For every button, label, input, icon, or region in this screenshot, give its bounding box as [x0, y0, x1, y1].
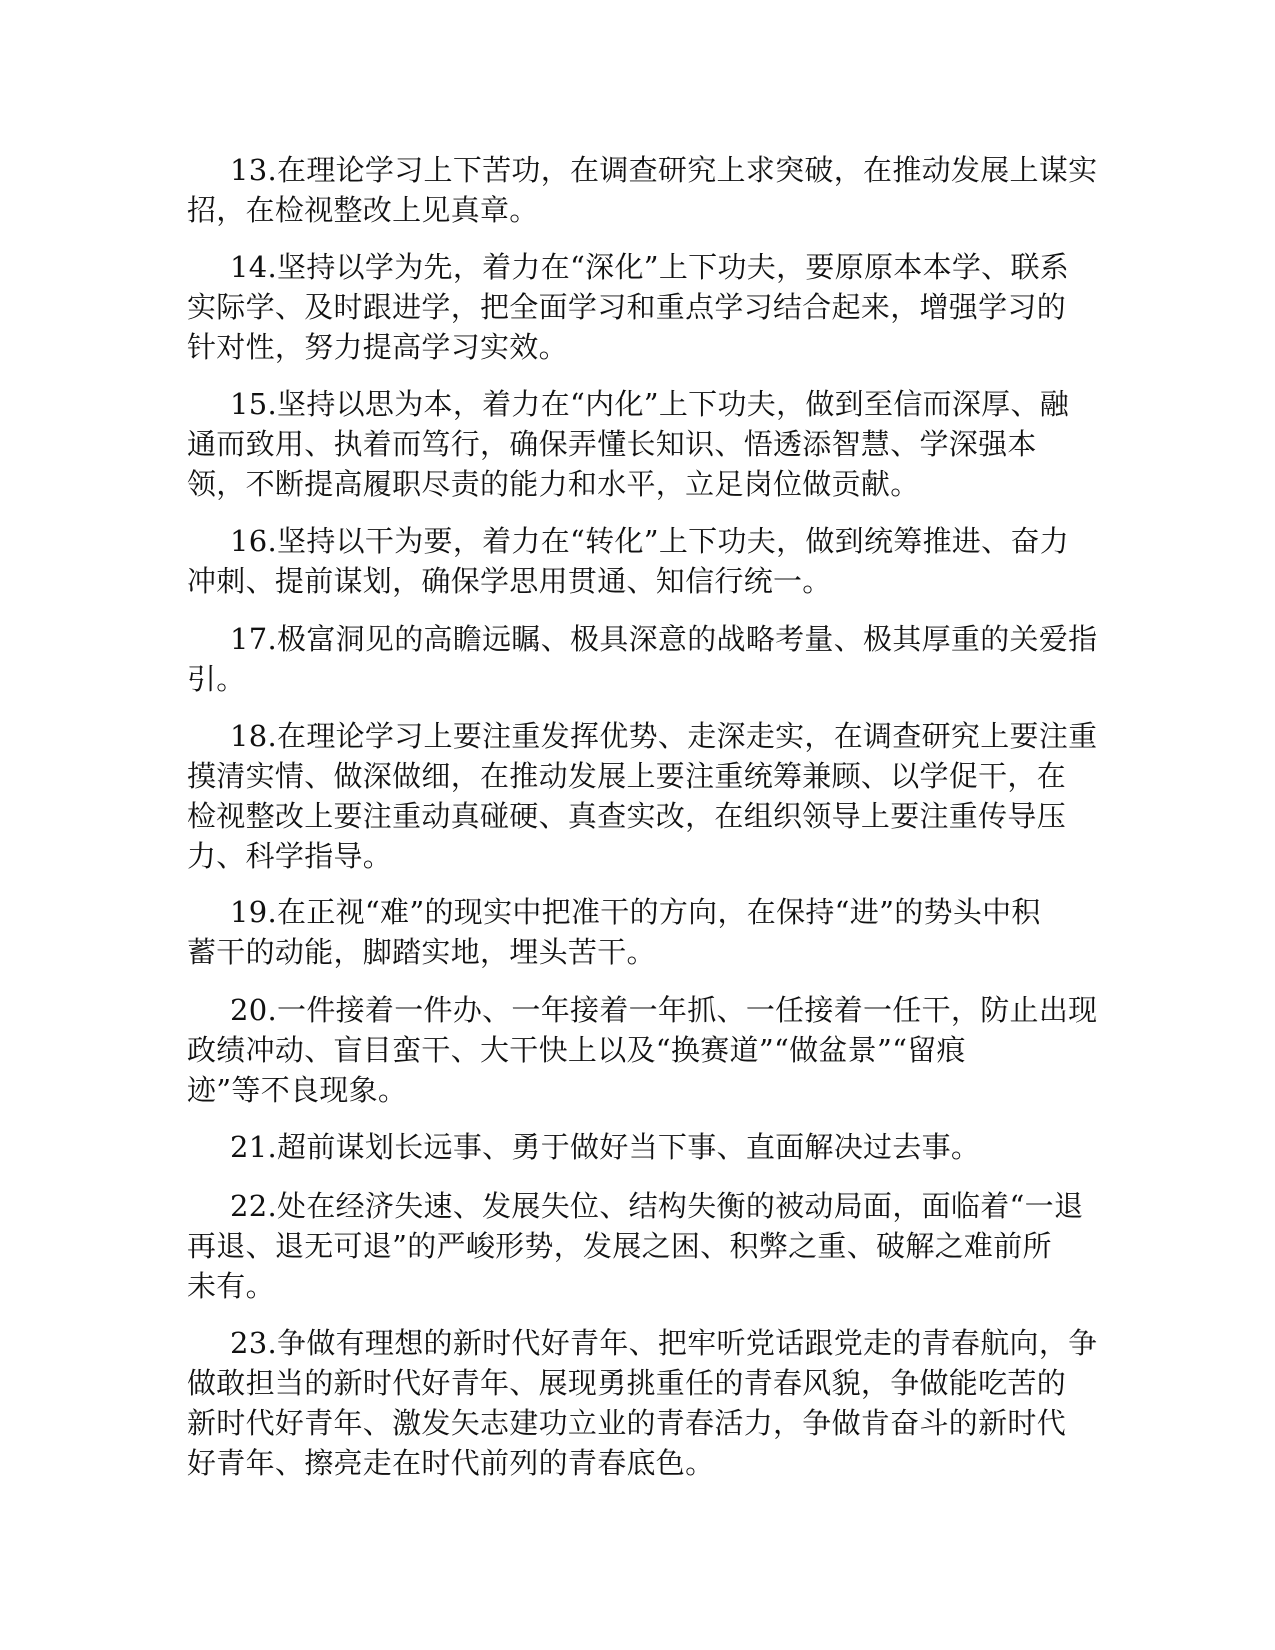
paragraph-line: 政绩冲动、盲目蛮干、大干快上以及“换赛道”“做盆景”“留痕 [187, 1033, 966, 1067]
paragraph-16 [187, 521, 1069, 601]
paragraph-line: 引。 [187, 662, 246, 696]
paragraph-line: 19.在正视“难”的现实中把准干的方向，在保持“进”的势头中积 [230, 895, 1041, 929]
paragraph-line: 再退、退无可退”的严峻形势，发展之困、积弊之重、破解之难前所 [187, 1229, 1052, 1263]
paragraph-line: 摸清实情、做深做细，在推动发展上要注重统筹兼顾、以学促干，在 [187, 759, 1067, 793]
paragraph-17 [187, 619, 1097, 699]
paragraph-line: 22.处在经济失速、发展失位、结构失衡的被动局面，面临着“一退 [230, 1189, 1084, 1223]
paragraph-21 [187, 1127, 980, 1167]
paragraph-line: 21.超前谋划长远事、勇于做好当下事、直面解决过去事。 [230, 1130, 981, 1164]
paragraph-line: 16.坚持以干为要，着力在“转化”上下功夫，做到统筹推进、奋力 [230, 524, 1070, 558]
paragraph-line: 17.极富洞见的高瞻远瞩、极具深意的战略考量、极其厚重的关爱指 [230, 622, 1098, 656]
paragraph-line: 18.在理论学习上要注重发挥优势、走深走实，在调查研究上要注重 [230, 719, 1098, 753]
paragraph-line: 做敢担当的新时代好青年、展现勇挑重任的青春风貌，争做能吃苦的 [187, 1366, 1067, 1400]
paragraph-line: 15.坚持以思为本，着力在“内化”上下功夫，做到至信而深厚、融 [230, 387, 1070, 421]
paragraph-13 [187, 150, 1097, 230]
paragraph-14 [187, 247, 1069, 367]
paragraph-18 [187, 716, 1097, 876]
paragraph-22 [187, 1186, 1083, 1306]
paragraph-line: 实际学、及时跟进学，把全面学习和重点学习结合起来，增强学习的 [187, 290, 1067, 324]
paragraph-line: 冲刺、提前谋划，确保学思用贯通、知信行统一。 [187, 564, 832, 598]
paragraph-line: 新时代好青年、激发矢志建功立业的青春活力，争做肯奋斗的新时代 [187, 1406, 1067, 1440]
paragraph-line: 通而致用、执着而笃行，确保弄懂长知识、悟透添智慧、学深强本 [187, 427, 1037, 461]
paragraph-line: 好青年、擦亮走在时代前列的青春底色。 [187, 1446, 715, 1480]
paragraph-line: 20.一件接着一件办、一年接着一年抓、一任接着一任干，防止出现 [230, 993, 1098, 1027]
paragraph-23 [187, 1323, 1097, 1483]
paragraph-line: 针对性，努力提高学习实效。 [187, 330, 568, 364]
paragraph-15 [187, 384, 1069, 504]
paragraph-line: 迹”等不良现象。 [187, 1073, 408, 1107]
paragraph-20 [187, 990, 1097, 1110]
paragraph-line: 力、科学指导。 [187, 839, 393, 873]
paragraph-line: 13.在理论学习上下苦功，在调查研究上求突破，在推动发展上谋实 [230, 153, 1098, 187]
paragraph-line: 检视整改上要注重动真碰硬、真查实改，在组织领导上要注重传导压 [187, 799, 1067, 833]
paragraph-line: 未有。 [187, 1269, 275, 1303]
paragraph-line: 领，不断提高履职尽责的能力和水平，立足岗位做贡献。 [187, 467, 920, 501]
paragraph-line: 蓄干的动能，脚踏实地，埋头苦干。 [187, 935, 656, 969]
paragraph-line: 23.争做有理想的新时代好青年、把牢听党话跟党走的青春航向，争 [230, 1326, 1098, 1360]
paragraph-line: 招，在检视整改上见真章。 [187, 193, 539, 227]
paragraph-line: 14.坚持以学为先，着力在“深化”上下功夫，要原原本本学、联系 [230, 250, 1070, 284]
paragraph-19 [187, 892, 1041, 972]
